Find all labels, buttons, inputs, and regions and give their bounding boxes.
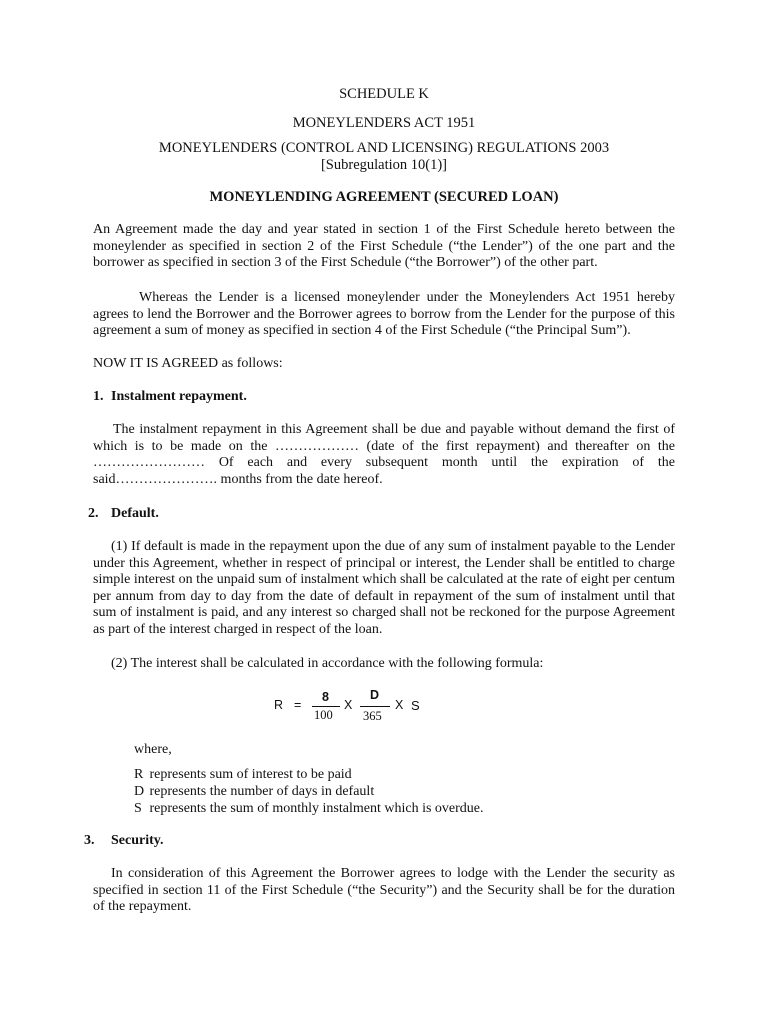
section-2-title: Default. bbox=[111, 506, 159, 521]
formula-numerator-d: D bbox=[370, 688, 380, 702]
section-3-number: 3. bbox=[84, 833, 95, 848]
fraction-bar-2 bbox=[360, 706, 390, 707]
definition-r-symbol: R bbox=[134, 767, 144, 782]
schedule-label: SCHEDULE K bbox=[339, 86, 429, 102]
where-label: where, bbox=[134, 742, 172, 757]
definition-d bbox=[134, 784, 374, 801]
formula-denominator-100: 100 bbox=[314, 708, 333, 722]
whereas-paragraph: Whereas the Lender is a licensed moneylender under the Moneylenders Act 1951 hereby agrees to lend the Borrower and the Borrower agrees to borrow from the Lender for the purpose of this agreement a sum of money as specified in section 4 of the First Schedule (“the Principal Sum”). bbox=[93, 290, 675, 339]
section-1-text: The instalment repayment in this Agreement shall be due and payable without demand the first of which is to be made on the ……………… (date of the first repayment) and thereafter on the …………………… Of each and every subsequent month until the expiration of the said…………………. months from the date hereof. bbox=[93, 422, 675, 487]
definition-d-text: represents the number of days in default bbox=[149, 784, 375, 799]
subregulation: [Subregulation 10(1)] bbox=[320, 157, 448, 173]
section-1-number: 1. bbox=[93, 389, 104, 404]
section-3-heading bbox=[84, 833, 164, 849]
agreed-line: NOW IT IS AGREED as follows: bbox=[93, 356, 283, 371]
definition-r-text: represents sum of interest to be paid bbox=[149, 767, 352, 782]
act-title: MONEYLENDERS ACT 1951 bbox=[292, 115, 476, 131]
definition-r bbox=[134, 767, 352, 784]
definition-d-symbol: D bbox=[134, 784, 145, 799]
formula-times-2: X bbox=[395, 698, 404, 712]
definition-s-text: represents the sum of monthly instalment which is overdue. bbox=[149, 801, 484, 816]
regulations-title: MONEYLENDERS (CONTROL AND LICENSING) REGULATIONS 2003 bbox=[158, 140, 610, 156]
section-3-text: In consideration of this Agreement the Borrower agrees to lodge with the Lender the security as specified in section 11 of the First Schedule (“the Security”) and the Security shall be for the duration of the repayment. bbox=[93, 866, 675, 915]
formula-times-1: X bbox=[344, 698, 353, 712]
section-2-paragraph-2: (2) The interest shall be calculated in accordance with the following formula: bbox=[111, 656, 544, 671]
formula-denominator-365: 365 bbox=[363, 709, 382, 723]
agreement-title: MONEYLENDING AGREEMENT (SECURED LOAN) bbox=[209, 189, 559, 205]
section-1-title: Instalment repayment. bbox=[111, 389, 247, 404]
definition-s bbox=[134, 801, 484, 818]
formula-r: R bbox=[274, 698, 284, 712]
section-2-number: 2. bbox=[88, 506, 99, 521]
intro-paragraph: An Agreement made the day and year stated in section 1 of the First Schedule hereto between the moneylender as specified in section 2 of the First Schedule (“the Lender”) of the one part and the borrower as specified in section 3 of the First Schedule (“the Borrower”) of the other part. bbox=[93, 222, 675, 271]
definition-s-symbol: S bbox=[134, 801, 142, 816]
formula-numerator-8: 8 bbox=[322, 690, 329, 704]
section-3-title: Security. bbox=[111, 833, 164, 848]
formula-s: S bbox=[411, 698, 420, 713]
section-2-paragraph-1: (1) If default is made in the repayment upon the due of any sum of instalment payable to the Lender under this Agreement, whether in respect of principal or interest, the Lender shall be entitled to charge simple interest on the unpaid sum of instalment which shall be calculated at the rate of eight per centum per annum from day to day from the date of default in repayment of the sum of instalment until that sum of instalment is paid, and any interest so charged shall not be reckoned for the purpose Agreement as part of the interest charged in respect of the loan. bbox=[93, 539, 675, 637]
formula-equals: = bbox=[294, 698, 302, 712]
fraction-bar-1 bbox=[312, 706, 340, 707]
